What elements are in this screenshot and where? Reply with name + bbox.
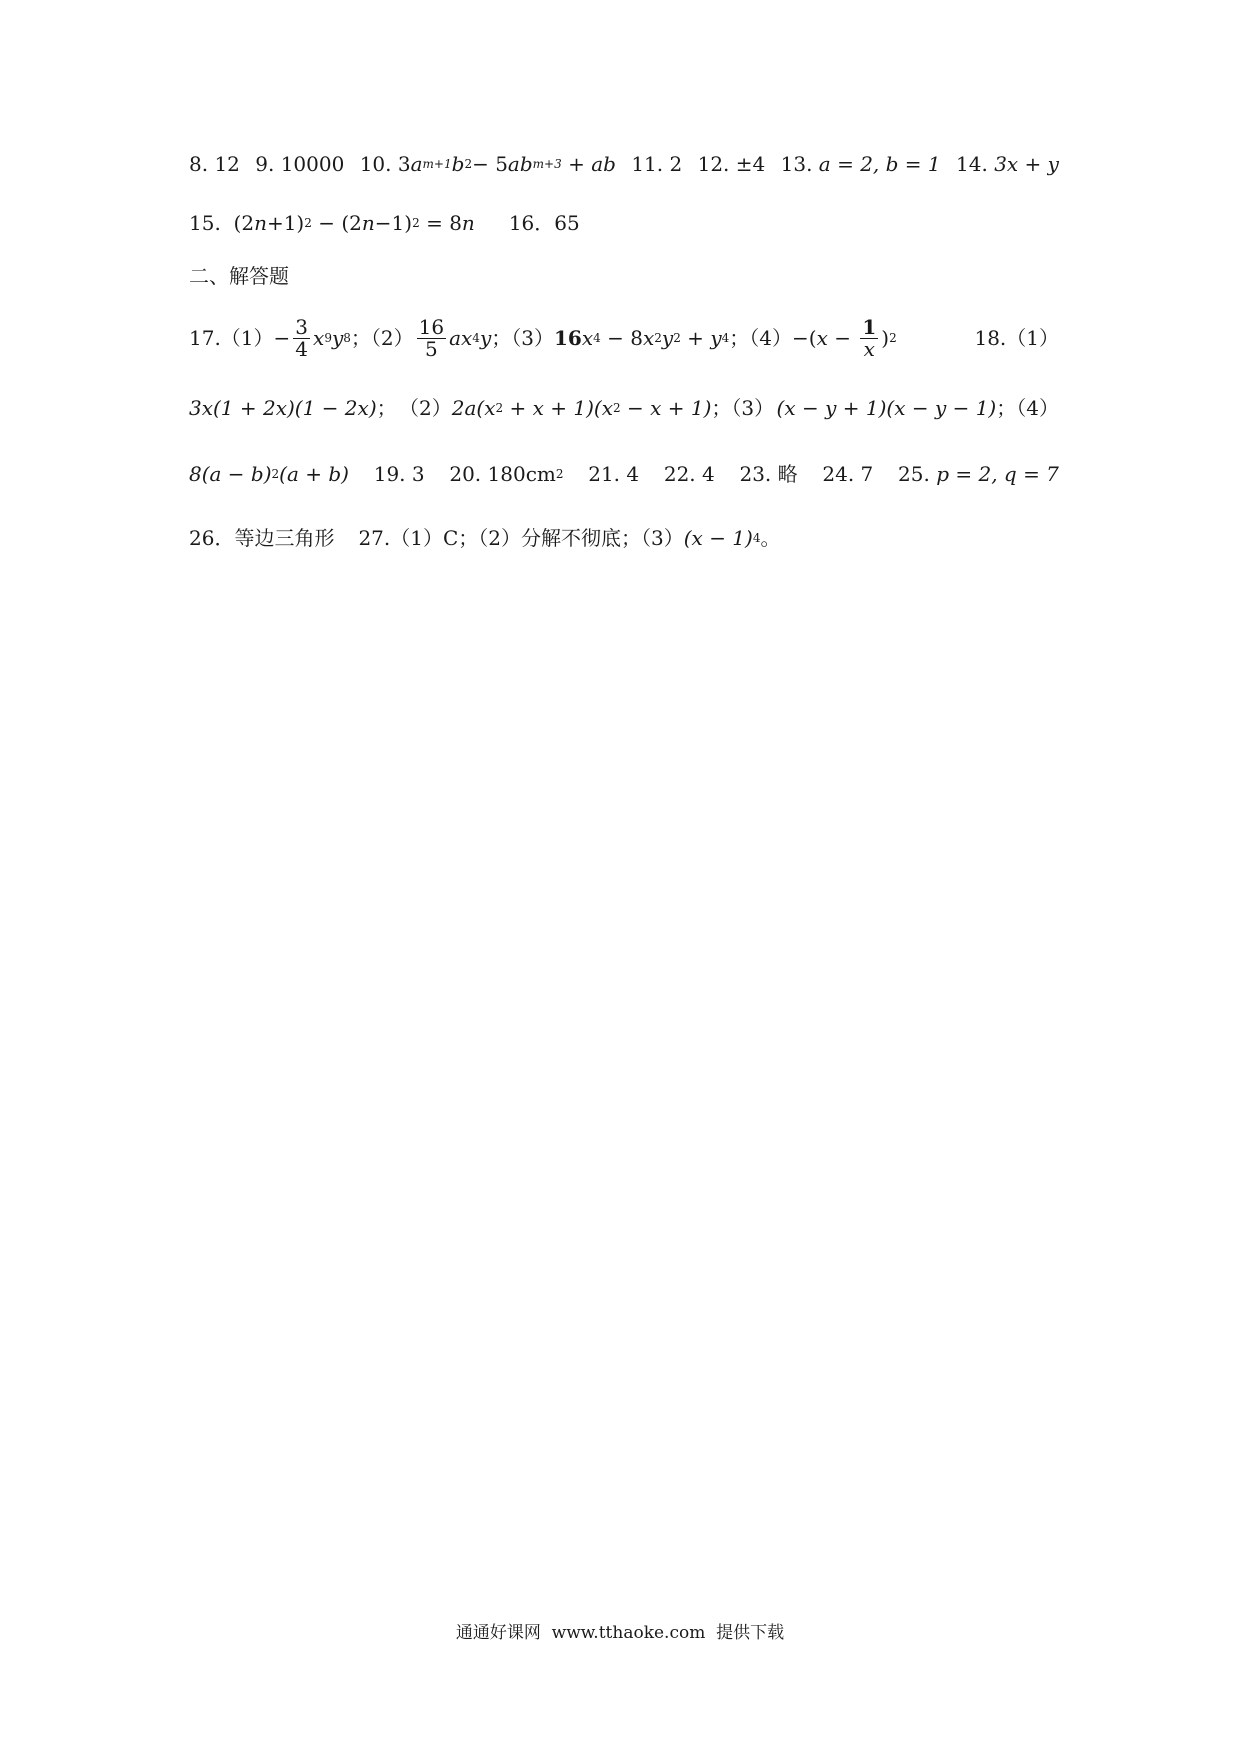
answers-line-3 bbox=[189, 305, 1059, 371]
answer-27: 27.（1）C；（2）分解不彻底；（3） (x − 1) 4 。 bbox=[358, 526, 781, 550]
section-heading: 二、解答题 bbox=[189, 264, 289, 288]
answers-line-1 bbox=[189, 144, 1059, 184]
answers-line-2 bbox=[189, 203, 1059, 243]
answer-23: 23. 略 bbox=[739, 462, 798, 486]
fraction-3-4: $\frac{3}{4}$ bbox=[295, 314, 309, 361]
answers-line-4 bbox=[189, 388, 1059, 428]
answer-20: 20. 180cm 2 bbox=[449, 462, 564, 486]
answer-14: 14. 3x + y bbox=[956, 152, 1059, 176]
fraction-1-x: $\frac{1}{x}$ bbox=[862, 314, 877, 361]
answer-18-label: 18.（1） bbox=[974, 326, 1059, 350]
answers-line-6 bbox=[189, 518, 1059, 558]
answer-9: 9. 10000 bbox=[255, 152, 345, 176]
fraction-16-5: $\frac{16}{5}$ bbox=[418, 314, 445, 361]
answer-8: 8. 12 bbox=[189, 152, 240, 176]
answer-18-1: 3x(1 + 2x)(1 − 2x) ； bbox=[189, 396, 397, 420]
answer-13: 13. a = 2, b = 1 bbox=[780, 152, 941, 176]
answer-18-2: （2） 2a(x 2 + x + 1)(x 2 − x + 1) ；（3） bbox=[399, 396, 775, 420]
answer-25: 25. p = 2, q = 7 bbox=[898, 462, 1059, 486]
answer-21: 21. 4 bbox=[588, 462, 640, 486]
page-footer: 通通好课网 www.tthaoke.com 提供下载 bbox=[455, 1623, 785, 1643]
answer-17: 17.（1） − $\frac{3}{4}$ x 9 y 8 ；（2） $\frac{16}{5}$ ax 4 y ；（3） 16 x 4 − 8 x 2 y 2 + y 4 ；（4） −( x − $\frac{1}{x}$ ) 2 bbox=[189, 314, 897, 361]
answer-22: 22. 4 bbox=[663, 462, 715, 486]
answers-line-5 bbox=[189, 454, 1059, 494]
answer-15: 15. (2 n +1) 2 − (2 n −1) 2 = 8 n bbox=[189, 211, 475, 235]
answer-16: 16．65 bbox=[508, 211, 580, 235]
answer-19: 19. 3 bbox=[373, 462, 425, 486]
answer-11: 11. 2 bbox=[631, 152, 683, 176]
answer-18-3: (x − y + 1)(x − y − 1) ；（4） bbox=[776, 396, 1059, 420]
answer-18-4: 8(a − b) 2 (a + b) bbox=[189, 462, 349, 486]
answer-26: 26．等边三角形 bbox=[189, 526, 335, 550]
answer-10: 10. 3 a m+1 b 2 − 5 ab m+3 + ab bbox=[359, 152, 616, 176]
answer-12: 12. ±4 bbox=[697, 152, 766, 176]
answer-24: 24. 7 bbox=[822, 462, 874, 486]
